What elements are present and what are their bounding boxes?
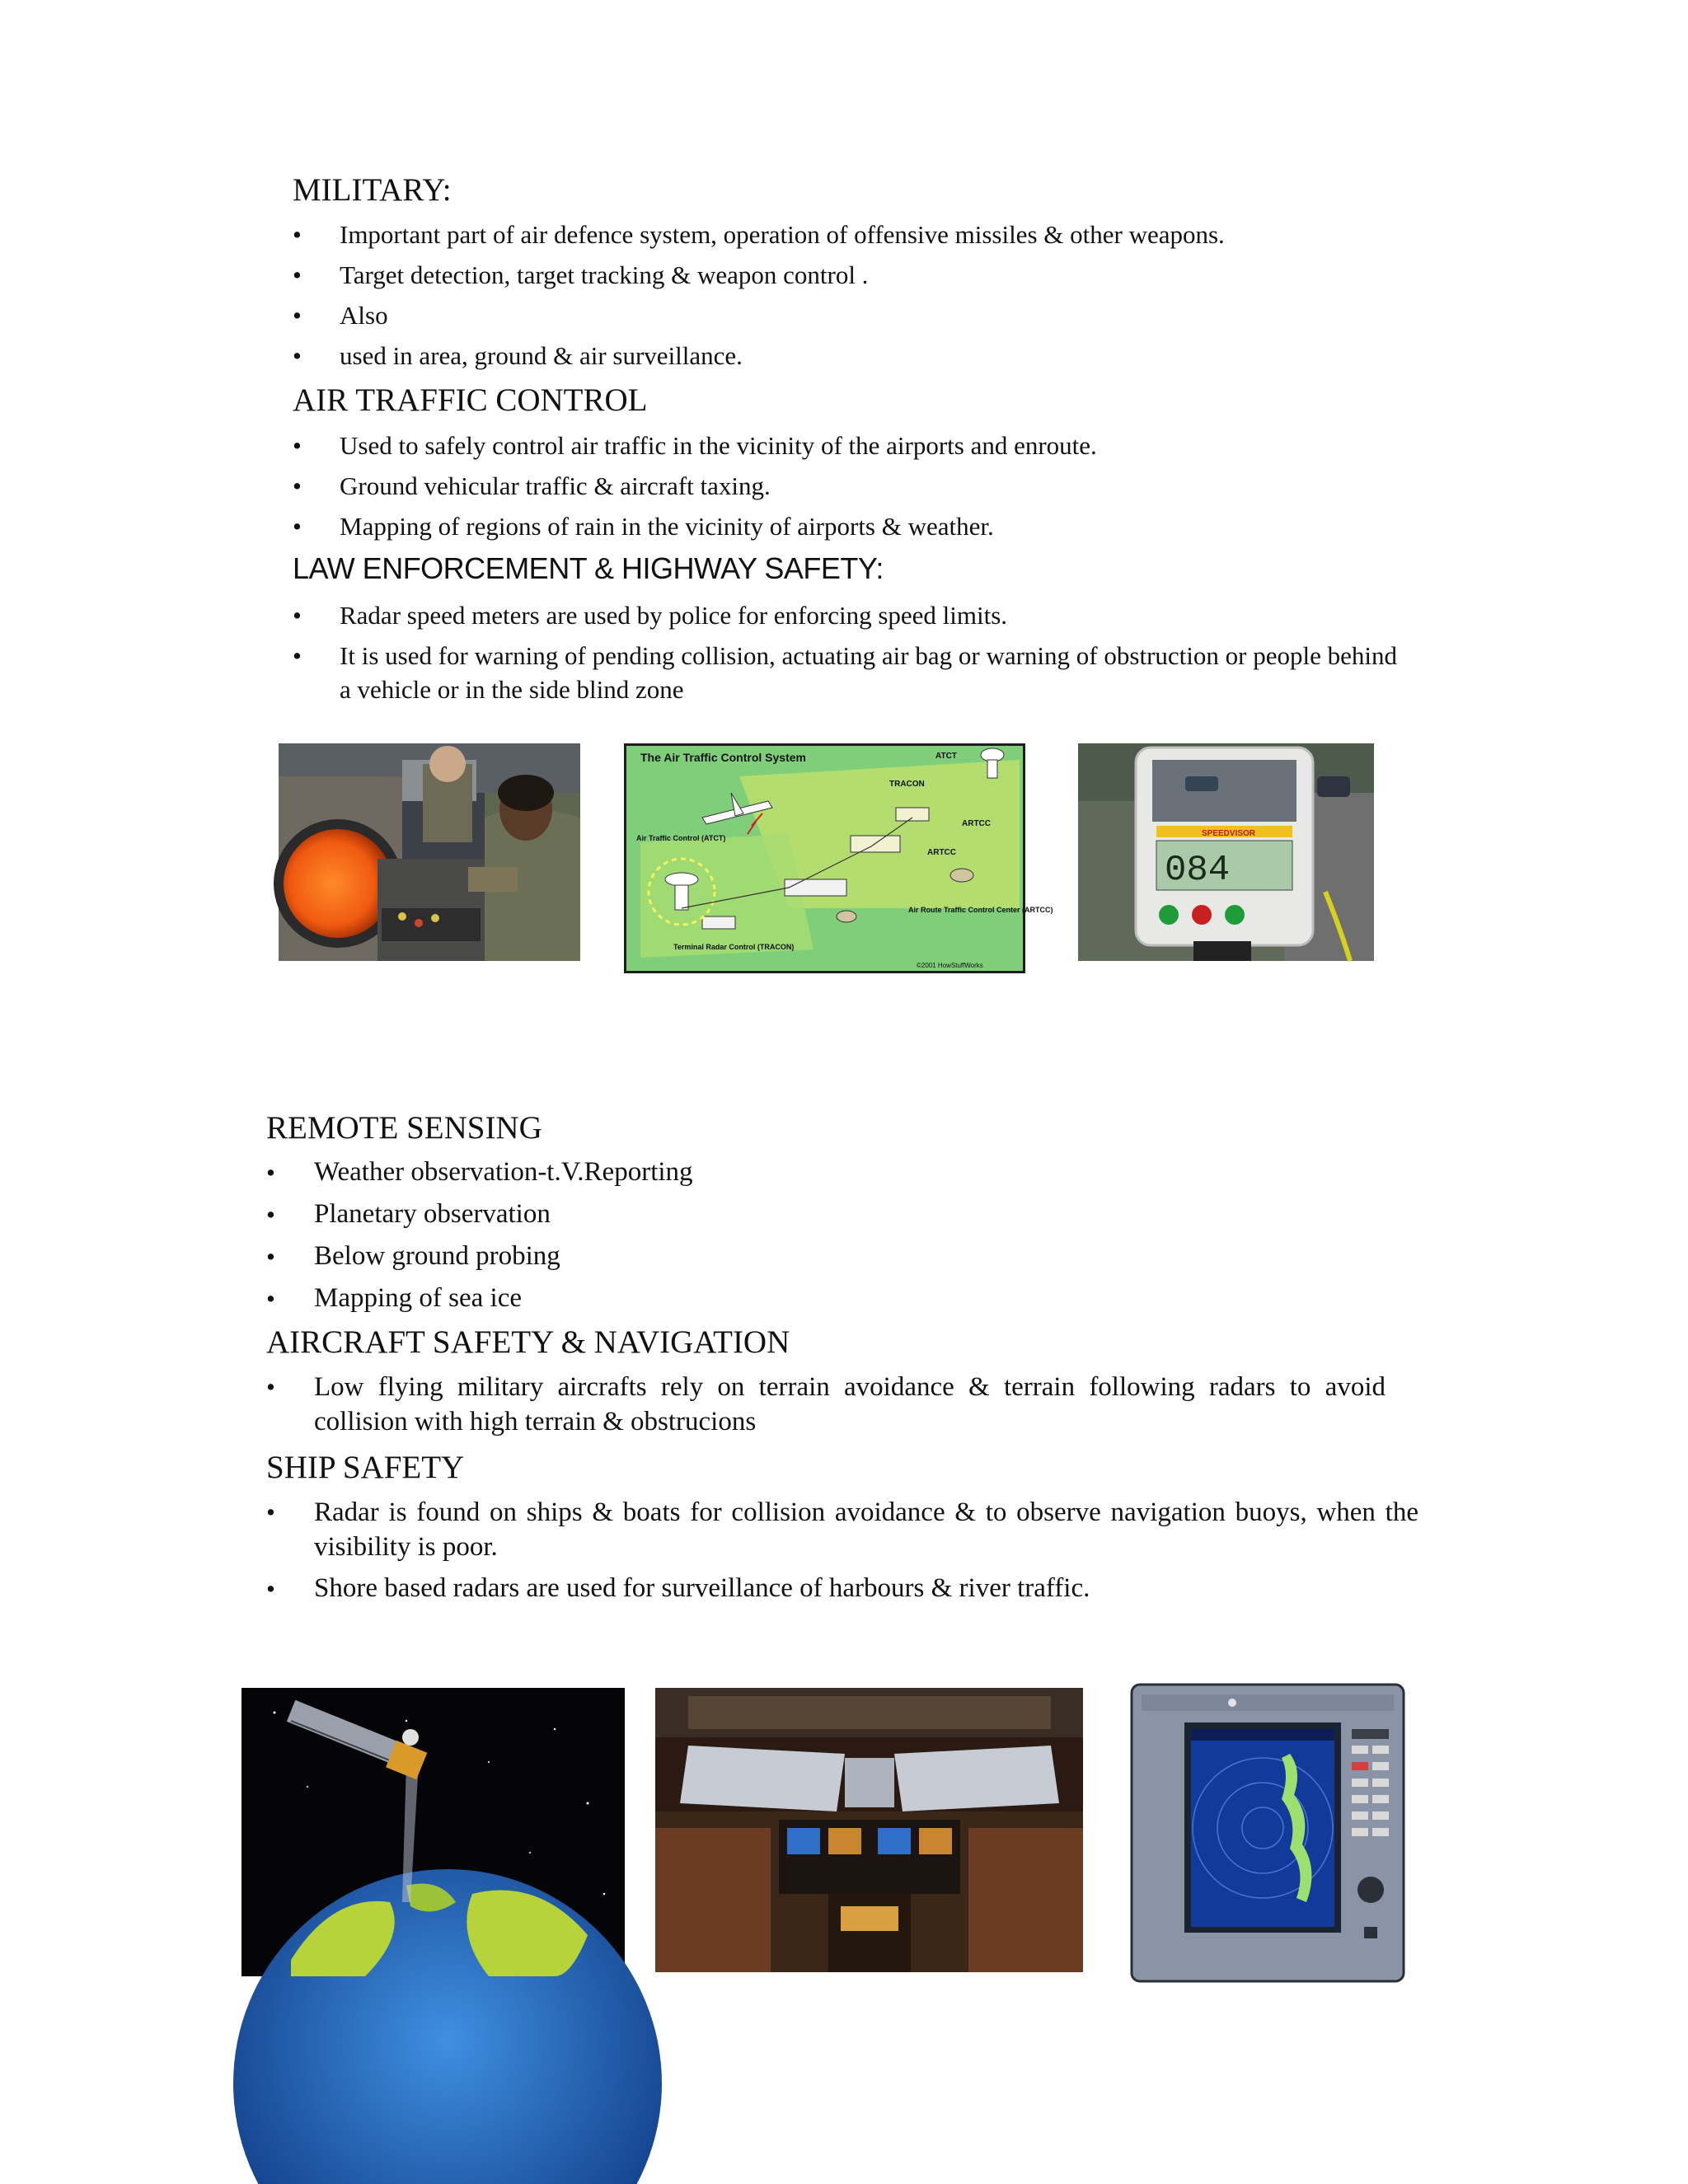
list-item	[266, 1282, 1404, 1315]
bullet-text: Ground vehicular traffic & aircraft taxing.	[340, 471, 771, 500]
list-item	[293, 298, 1397, 332]
bullet-dot: •	[293, 260, 302, 289]
bullet-dot: •	[266, 1497, 275, 1526]
bullet-dot: •	[293, 341, 302, 370]
bullet-text: Target detection, target tracking & weapon control .	[340, 260, 869, 289]
list-item	[293, 429, 1397, 462]
bullet-text: Also	[340, 301, 388, 330]
atc-label: ARTCC	[962, 819, 991, 828]
bullet-dot: •	[293, 641, 302, 670]
bullet-text: Mapping of regions of rain in the vicinity of airports & weather.	[340, 512, 994, 541]
bullet-dot: •	[266, 1242, 275, 1271]
aircraft-safety-heading: AIRCRAFT SAFETY & NAVIGATION	[266, 1324, 790, 1360]
bullet-text: Planetary observation	[314, 1199, 551, 1229]
list-item	[266, 1197, 1404, 1231]
bullet-dot: •	[293, 601, 302, 630]
bullet-dot: •	[266, 1372, 275, 1401]
atc-label: Terminal Radar Control (TRACON)	[673, 943, 795, 951]
atc-label: ©2001 HowStuffWorks	[917, 962, 983, 969]
aircraft-cockpit-image	[655, 1688, 1083, 1972]
list-item	[266, 1572, 1420, 1605]
bullet-text: Mapping of sea ice	[314, 1283, 522, 1313]
air-traffic-control-diagram-image	[624, 743, 1053, 973]
atc-label: TRACON	[889, 780, 925, 789]
bullet-text: Important part of air defence system, operation of offensive missiles & other weapons.	[340, 220, 1225, 249]
atc-heading: AIR TRAFFIC CONTROL	[293, 382, 648, 418]
list-item	[293, 258, 1397, 292]
military-radar-operators-image	[279, 743, 580, 961]
atc-label: ARTCC	[927, 848, 956, 857]
ship-radar-display-image	[1125, 1680, 1408, 1985]
satellite-earth-image	[241, 1688, 625, 1976]
military-heading: MILITARY:	[293, 172, 452, 208]
atc-diagram-title: The Air Traffic Control System	[640, 751, 806, 764]
list-item	[293, 469, 1397, 503]
list-item	[293, 339, 1397, 373]
list-item	[266, 1240, 1404, 1273]
list-item	[266, 1495, 1420, 1564]
list-item	[293, 218, 1397, 251]
bullet-dot: •	[266, 1200, 275, 1229]
bullet-dot: •	[293, 471, 302, 500]
list-item	[266, 1370, 1404, 1439]
atc-label: ATCT	[935, 752, 957, 761]
atc-label: Air Traffic Control (ATCT)	[636, 834, 726, 842]
bullet-text: Radar speed meters are used by police for enforcing speed limits.	[340, 601, 1008, 630]
bullet-dot: •	[293, 431, 302, 460]
list-item	[266, 1155, 1404, 1189]
bullet-text: Low flying military aircrafts rely on terrain avoidance & terrain following radars to avoid collision with high terrain & obstrucions	[314, 1372, 1386, 1436]
bullet-dot: •	[293, 512, 302, 541]
bullet-text: Radar is found on ships & boats for collision avoidance & to observe navigation buoys, when the visibility is poor.	[314, 1497, 1418, 1562]
bullet-text: It is used for warning of pending collision, actuating air bag or warning of obstruction or people behind a vehicle or in the side blind zone	[340, 641, 1397, 704]
speed-radar-meter-image	[1078, 743, 1374, 961]
law-heading: LAW ENFORCEMENT & HIGHWAY SAFETY:	[293, 551, 884, 585]
bullet-text: Used to safely control air traffic in the vicinity of the airports and enroute.	[340, 431, 1097, 460]
bullet-dot: •	[293, 301, 302, 330]
bullet-dot: •	[266, 1284, 275, 1313]
list-item	[293, 639, 1397, 706]
bullet-dot: •	[266, 1574, 275, 1603]
remote-sensing-heading: REMOTE SENSING	[266, 1110, 542, 1146]
list-item	[293, 598, 1397, 632]
bullet-dot: •	[293, 220, 302, 249]
ship-safety-heading: SHIP SAFETY	[266, 1450, 465, 1485]
bullet-text: used in area, ground & air surveillance.	[340, 341, 743, 370]
speed-display: 084	[1165, 850, 1231, 891]
bullet-dot: •	[266, 1158, 275, 1187]
speed-meter-brand: SPEEDVISOR	[1202, 829, 1256, 838]
bullet-text: Weather observation-t.V.Reporting	[314, 1157, 693, 1187]
atc-label: Air Route Traffic Control Center (ARTCC)	[908, 906, 1053, 914]
list-item	[293, 509, 1397, 543]
bullet-text: Below ground probing	[314, 1241, 560, 1271]
bullet-text: Shore based radars are used for surveillance of harbours & river traffic.	[314, 1573, 1090, 1603]
